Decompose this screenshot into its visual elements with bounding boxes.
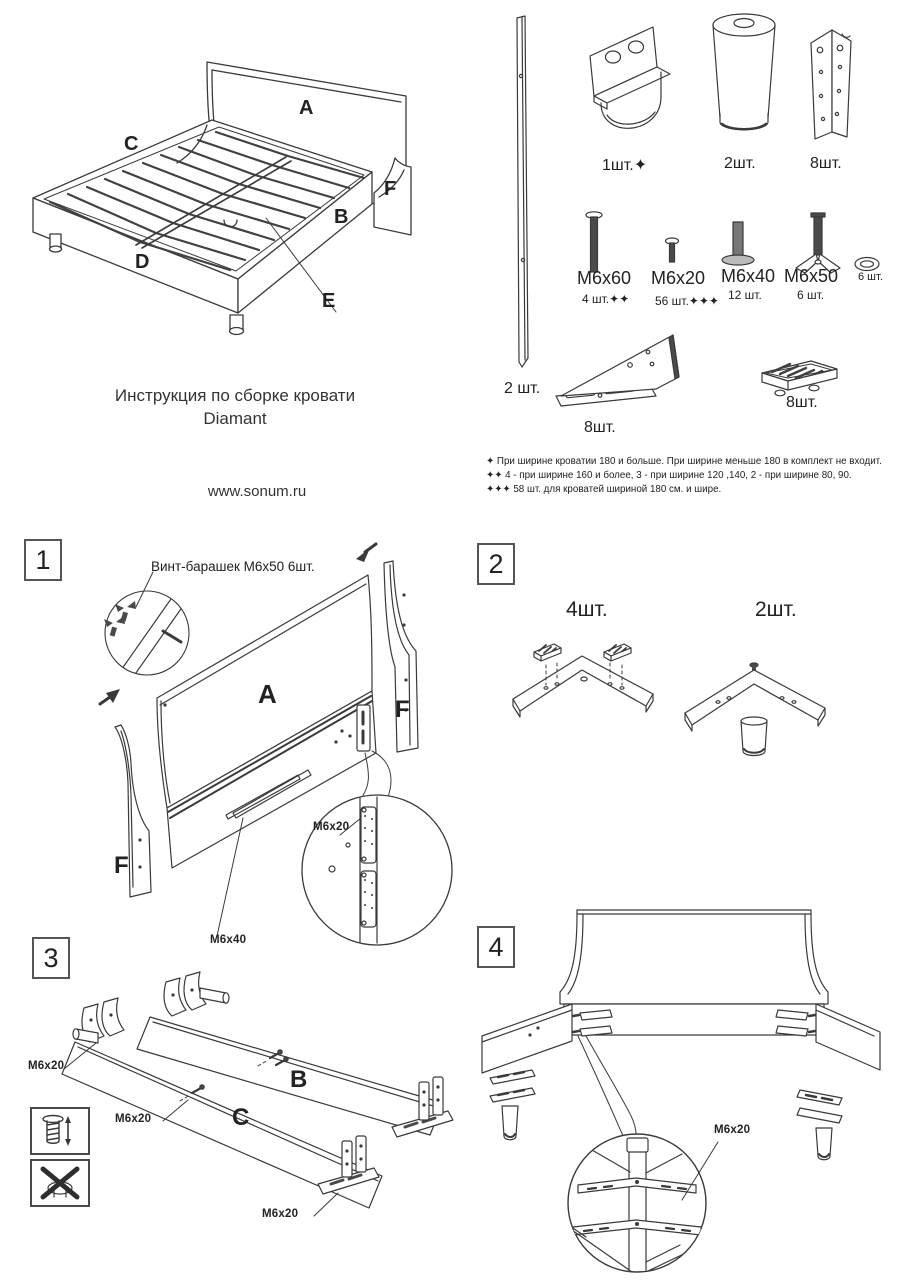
cylinder-leg-qty: 2шт. xyxy=(724,155,756,172)
manual-title-line2: Diamant xyxy=(203,409,267,428)
step2-left-qty: 4шт. xyxy=(566,598,608,621)
washer-qty: 6 шт. xyxy=(858,271,883,283)
pad-qty: 8шт. xyxy=(786,394,818,411)
hook-bracket-qty: 1шт.✦ xyxy=(602,157,648,174)
m6x60-label: M6x60 xyxy=(577,268,632,288)
manual-title-line1: Инструкция по сборке кровати xyxy=(114,386,356,405)
m6x20-qty: 56 шт.✦✦✦ xyxy=(655,294,719,308)
bed-part-label-c: C xyxy=(124,133,139,155)
step3-figure xyxy=(20,930,460,1260)
step1-label-f-right: F xyxy=(395,696,410,723)
crossed-screw-icon xyxy=(35,1164,85,1202)
step1-label-f-left: F xyxy=(114,852,129,879)
bed-part-label-f: F xyxy=(384,178,397,200)
m6x50-qty: 6 шт. xyxy=(797,288,825,302)
step2-number: 2 xyxy=(477,543,515,585)
m6x40-label: M6x40 xyxy=(721,266,776,286)
step3-label-c: C xyxy=(232,1104,250,1131)
step1-m6x40-label: M6x40 xyxy=(210,934,247,946)
step3-m6x20-label-a: M6x20 xyxy=(28,1060,65,1072)
corner-bracket-qty: 8шт. xyxy=(584,419,616,436)
step1-m6x20-label: M6x20 xyxy=(313,821,350,833)
step4-number: 4 xyxy=(477,926,515,968)
bed-part-label-e: E xyxy=(322,290,336,312)
bed-part-label-d: D xyxy=(135,251,150,273)
step1-callout-wing-screw: Винт-барашек М6х50 6шт. xyxy=(151,559,315,574)
step1-number: 1 xyxy=(24,539,62,581)
step3-m6x20-label-b: M6x20 xyxy=(115,1113,152,1125)
screw-depth-icon xyxy=(35,1112,85,1150)
m6x40-qty: 12 шт. xyxy=(728,288,762,302)
website-link[interactable]: www.sonum.ru xyxy=(207,483,307,500)
screw-depth-notice xyxy=(30,1107,90,1155)
footnote-2: ✦✦ 4 - при ширине 160 и более, 3 - при ширине 120 ,140, 2 - при ширине 80, 90. xyxy=(486,470,852,481)
step3-label-b: B xyxy=(290,1066,308,1093)
step3-m6x20-label-c: M6x20 xyxy=(262,1208,299,1220)
step1-label-a: A xyxy=(258,679,277,709)
footnote-1: ✦ При ширине кроватии 180 и больше. При ширине меньше 180 в комплект не входит. xyxy=(486,456,882,467)
step3-number: 3 xyxy=(32,937,70,979)
m6x60-qty: 4 шт.✦✦ xyxy=(582,292,630,306)
bed-part-label-b: B xyxy=(334,206,349,228)
strip-qty: 2 шт. xyxy=(504,380,541,397)
step4-figure xyxy=(460,880,900,1280)
parts-panel-figure xyxy=(480,10,900,450)
angle-bracket-qty: 8шт. xyxy=(810,155,842,172)
footnote-3: ✦✦✦ 58 шт. для кроватей шириной 180 см. и шире. xyxy=(486,484,722,495)
do-not-overtighten-notice xyxy=(30,1159,90,1207)
bed-part-label-a: A xyxy=(299,97,314,119)
step2-right-qty: 2шт. xyxy=(755,598,797,621)
m6x50-label: M6x50 xyxy=(784,266,839,286)
step2-figure xyxy=(470,535,900,760)
m6x20-label: M6x20 xyxy=(651,268,706,288)
step4-m6x20-label: M6x20 xyxy=(714,1124,751,1136)
